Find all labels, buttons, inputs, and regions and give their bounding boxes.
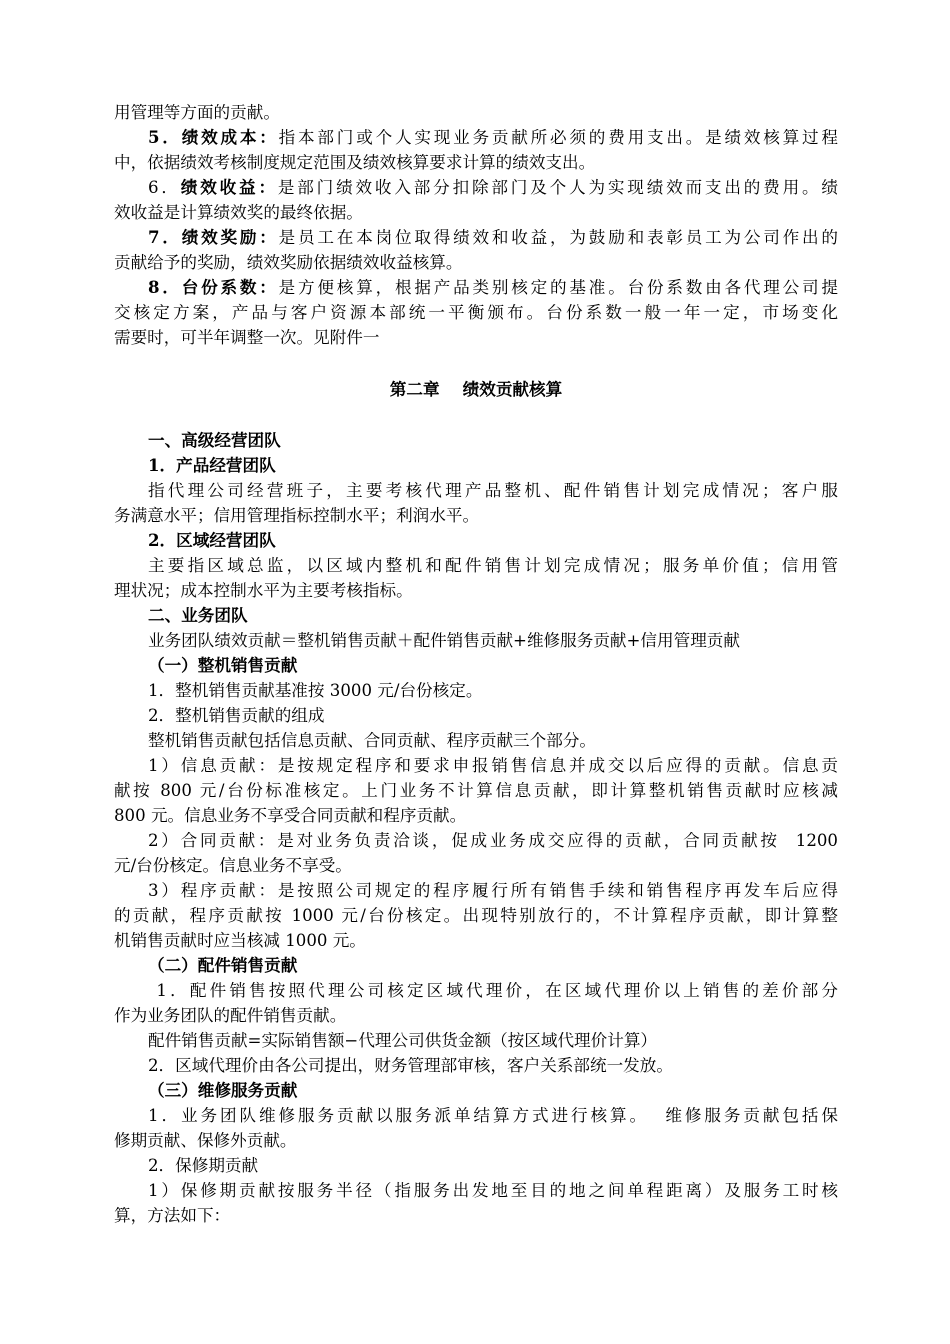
definition-text: 是方便核算，根据产品类别核定的基准。台份系数由各代理公司提 [278, 278, 839, 297]
definition-term: 7．绩效奖励： [148, 227, 279, 247]
subsection-heading: （二）配件销售贡献 [148, 955, 298, 975]
paragraph-line: 1．整机销售贡献基准按 3000 元/台份核定。 [148, 681, 483, 700]
paragraph-line: 主要指区域总监，以区域内整机和配件销售计划完成情况；服务单价值；信用管 [148, 556, 838, 575]
subsection-heading: 2．区域经营团队 [148, 530, 276, 550]
section-heading: 一、高级经营团队 [148, 430, 281, 450]
paragraph-line: 修期贡献、保修外贡献。 [114, 1131, 297, 1150]
definition-text: 需要时，可半年调整一次。见附件一 [114, 328, 380, 347]
paragraph-line: 800 元。信息业务不享受合同贡献和程序贡献。 [114, 806, 467, 825]
section-heading: 二、业务团队 [148, 605, 248, 625]
formula-line: 业务团队绩效贡献＝整机销售贡献＋配件销售贡献+维修服务贡献+信用管理贡献 [148, 631, 740, 650]
definition-performance-reward [148, 225, 838, 250]
paragraph-line: 2）合同贡献：是对业务负责洽谈，促成业务成交应得的贡献，合同贡献按 1200 [148, 831, 838, 850]
paragraph-line: 1）保修期贡献按服务半径（指服务出发地至目的地之间单程距离）及服务工时核 [148, 1181, 838, 1200]
paragraph-line: 献按 800 元/台份标准核定。上门业务不计算信息贡献，即计算整机销售贡献时应核减 [114, 781, 838, 800]
paragraph-line: 指代理公司经营班子，主要考核代理产品整机、配件销售计划完成情况；客户服 [148, 481, 838, 500]
paragraph-line: 理状况；成本控制水平为主要考核指标。 [114, 581, 413, 600]
definition-text: 中，依据绩效考核制度规定范围及绩效核算要求计算的绩效支出。 [114, 153, 596, 172]
definition-text: 是员工在本岗位取得绩效和收益，为鼓励和表彰员工为公司作出的 [278, 228, 839, 247]
definition-term: 5．绩效成本： [148, 127, 279, 147]
definition-number: 6． [148, 178, 181, 197]
paragraph-line: 2．整机销售贡献的组成 [148, 706, 325, 725]
intro-line: 用管理等方面的贡献。 [114, 103, 280, 122]
paragraph-line: 1．业务团队维修服务贡献以服务派单结算方式进行核算。 维修服务贡献包括保 [148, 1106, 838, 1125]
definition-performance-cost [148, 125, 838, 150]
paragraph-line: 机销售贡献时应当核减 1000 元。 [114, 931, 366, 950]
definition-unit-coefficient [148, 275, 838, 300]
definition-term: 8．台份系数： [148, 277, 279, 297]
subsection-heading: 1．产品经营团队 [148, 455, 276, 475]
paragraph-line: 元/台份核定。信息业务不享受。 [114, 856, 352, 875]
definition-text: 交核定方案，产品与客户资源本部统一平衡颁布。台份系数一般一年一定，市场变化 [114, 303, 838, 322]
definition-text: 效收益是计算绩效奖的最终依据。 [114, 203, 363, 222]
definition-text: 指本部门或个人实现业务贡献所必须的费用支出。是绩效核算过程 [278, 128, 839, 147]
definition-text: 贡献给予的奖励，绩效奖励依据绩效收益核算。 [114, 253, 463, 272]
paragraph-line: 算，方法如下： [114, 1206, 231, 1225]
paragraph-line: 作为业务团队的配件销售贡献。 [114, 1006, 347, 1025]
paragraph-line: 2．保修期贡献 [148, 1156, 259, 1175]
paragraph-line: 的贡献，程序贡献按 1000 元/台份核定。出现特别放行的，不计算程序贡献，即计算整 [114, 906, 838, 925]
paragraph-line: 1）信息贡献：是按规定程序和要求申报销售信息并成交以后应得的贡献。信息贡 [148, 756, 838, 775]
subsection-heading: （三）维修服务贡献 [148, 1080, 298, 1100]
subsection-heading: （一）整机销售贡献 [148, 655, 298, 675]
definition-text: 是部门绩效收入部分扣除部门及个人为实现绩效而支出的费用。绩 [277, 178, 839, 197]
formula-line: 配件销售贡献=实际销售额−代理公司供货金额（按区域代理价计算） [148, 1031, 658, 1050]
paragraph-line: 务满意水平；信用管理指标控制水平；利润水平。 [114, 506, 480, 525]
paragraph-line: 3）程序贡献：是按照公司规定的程序履行所有销售手续和销售程序再发车后应得 [148, 881, 838, 900]
chapter-title: 第二章 绩效贡献核算 [389, 379, 563, 399]
definition-term: 绩效收益： [180, 177, 278, 197]
paragraph-line: 1．配件销售按照代理公司核定区域代理价，在区域代理价以上销售的差价部分 [148, 981, 838, 1000]
paragraph-line: 2．区域代理价由各公司提出，财务管理部审核，客户关系部统一发放。 [148, 1056, 673, 1075]
paragraph-line: 整机销售贡献包括信息贡献、合同贡献、程序贡献三个部分。 [148, 731, 597, 750]
definition-performance-revenue [148, 175, 838, 200]
